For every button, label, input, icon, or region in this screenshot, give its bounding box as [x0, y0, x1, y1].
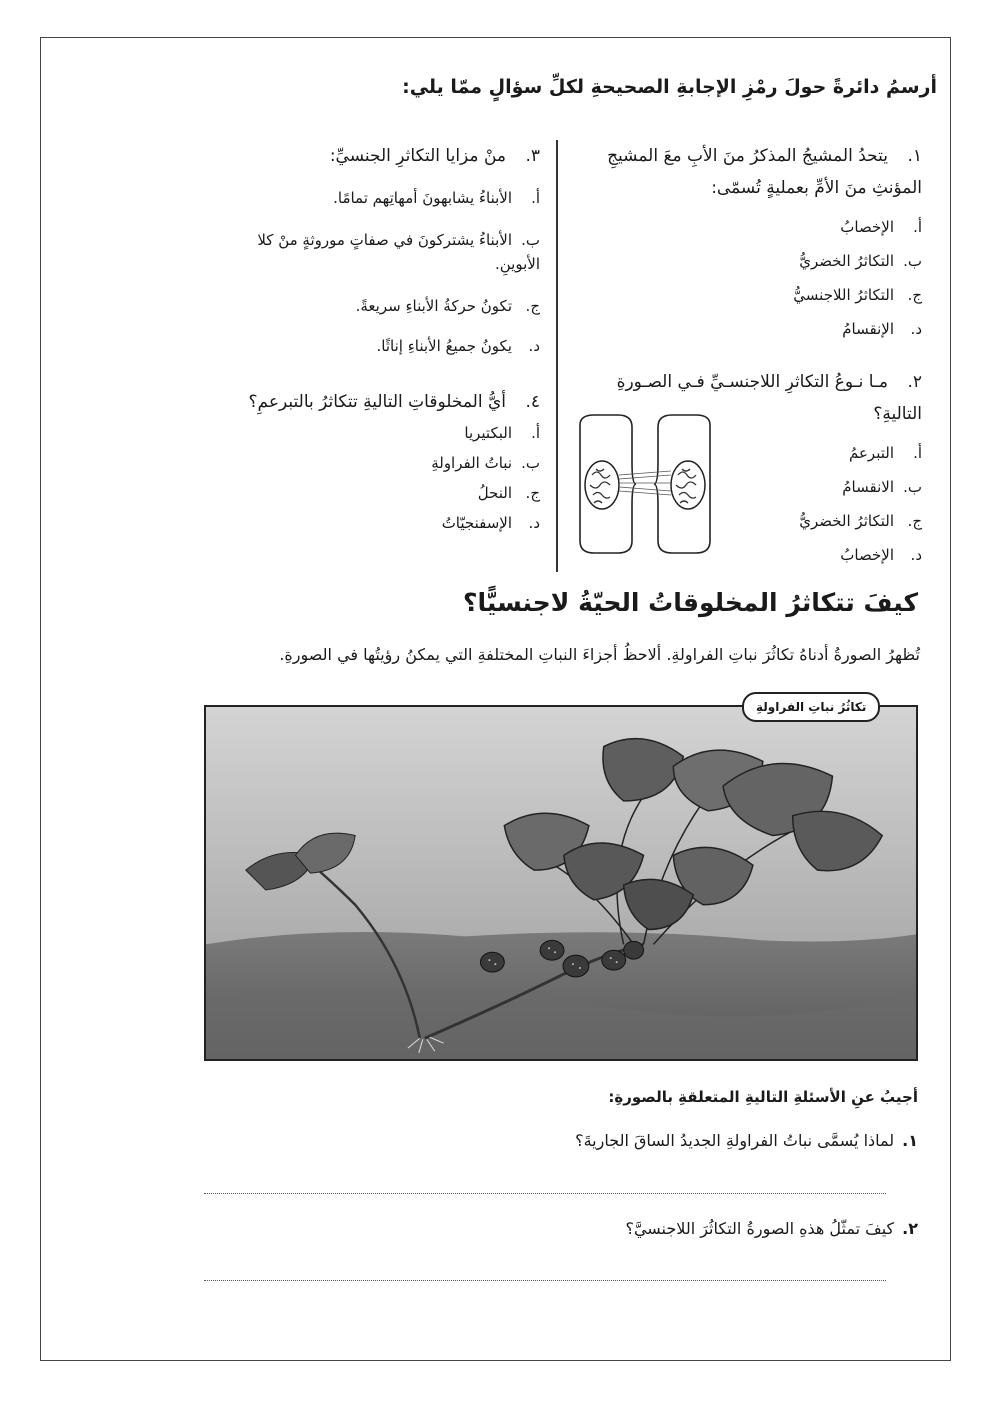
- photo-caption-label: تكاثُرُ نباتِ الفراولةِ: [742, 692, 880, 722]
- question-3: [220, 140, 540, 366]
- question-stem: أيُّ المخلوقاتِ التاليةِ تتكاثرُ بالتبرعمِ؟: [248, 392, 506, 412]
- question-stem: منْ مزايا التكاثرِ الجنسيِّ:: [329, 146, 506, 166]
- option-b[interactable]: ب.نباتُ الفراولةِ: [431, 454, 540, 472]
- options-list: [582, 210, 922, 346]
- answer-line-1[interactable]: [204, 1193, 886, 1194]
- instruction-text: أرسمُ دائرةً حولَ رمْزِ الإجابةِ الصحيحةِ لكلِّ سؤالٍ ممّا يلي:: [402, 76, 937, 98]
- option-a[interactable]: أ.البكتيريا: [464, 424, 540, 442]
- option-a[interactable]: أ.الإخصابُ: [840, 218, 922, 236]
- question-stem: مـا نـوعُ التكاثرِ اللاجنسـيِّ فـي الصـورةِ التاليةِ؟: [616, 372, 922, 424]
- section-intro: تُظهرُ الصورةُ أدناهُ تكاثُرَ نباتِ الفراولةِ. ألاحظُ أجزاءَ النباتِ المختلفةِ التي يمكنُ رؤيتُها في الصورةِ.: [279, 645, 920, 664]
- question-number: ٤.: [525, 392, 540, 412]
- options-list: [220, 178, 540, 366]
- cell-division-figure: [574, 413, 716, 555]
- option-d[interactable]: د.الإسفنجيّاتُ: [441, 514, 540, 532]
- question-number: ١.: [907, 146, 922, 166]
- option-d[interactable]: د.الإنقسامُ: [842, 320, 922, 338]
- section-heading: كيفَ تتكاثرُ المخلوقاتُ الحيّةُ لاجنسيًّا؟: [463, 588, 918, 617]
- question-number: ٢.: [907, 372, 922, 392]
- question-1: [582, 140, 922, 346]
- question-4: [220, 386, 540, 538]
- answers-title: أجيبُ عنِ الأسئلةِ التاليةِ المتعلقةِ بالصورةِ:: [608, 1088, 918, 1106]
- option-b[interactable]: ب.الأبناءُ يشتركونَ في صفاتٍ موروثةٍ منْ كلا الأبوينِ.: [257, 231, 540, 273]
- options-list: [772, 436, 922, 572]
- option-c[interactable]: ج.النحلُ: [477, 484, 540, 502]
- option-d[interactable]: د.يكونُ جميعُ الأبناءِ إناثًا.: [376, 337, 540, 355]
- answer-question-2: ٢.كيفَ تمثّلُ هذهِ الصورةُ التكاثُرَ اللاجنسيَّ؟: [625, 1219, 918, 1238]
- column-divider: [556, 140, 558, 572]
- option-c[interactable]: ج.التكاثرُ اللاجنسيُّ: [793, 286, 922, 304]
- strawberry-plant-icon: [206, 707, 916, 1059]
- dividing-cell-icon: [574, 413, 716, 555]
- options-list: [220, 418, 540, 538]
- question-number: ٣.: [525, 146, 540, 166]
- option-b[interactable]: ب.الانقسامُ: [842, 478, 922, 496]
- option-d[interactable]: د.الإخصابُ: [840, 546, 922, 564]
- answer-line-2[interactable]: [204, 1280, 886, 1281]
- strawberry-photo: [204, 705, 918, 1061]
- option-c[interactable]: ج.التكاثرُ الخضريُّ: [799, 512, 922, 530]
- option-c[interactable]: ج.تكونُ حركةُ الأبناءِ سريعةً.: [355, 297, 540, 315]
- answer-question-1: ١.لماذا يُسمَّى نباتُ الفراولةِ الجديدُ الساقَ الجاريةَ؟: [575, 1131, 918, 1150]
- option-a[interactable]: أ.الأبناءُ يشابهونَ أمهاتِهم تمامًا.: [333, 189, 540, 207]
- option-b[interactable]: ب.التكاثرُ الخضريُّ: [799, 252, 922, 270]
- option-a[interactable]: أ.التبرعمُ: [849, 444, 922, 462]
- question-stem: يتحدُ المشيجُ المذكرُ منَ الأبِ معَ المشيجِ المؤنثِ منَ الأمِّ بعمليةٍ تُسمّى:: [607, 146, 922, 198]
